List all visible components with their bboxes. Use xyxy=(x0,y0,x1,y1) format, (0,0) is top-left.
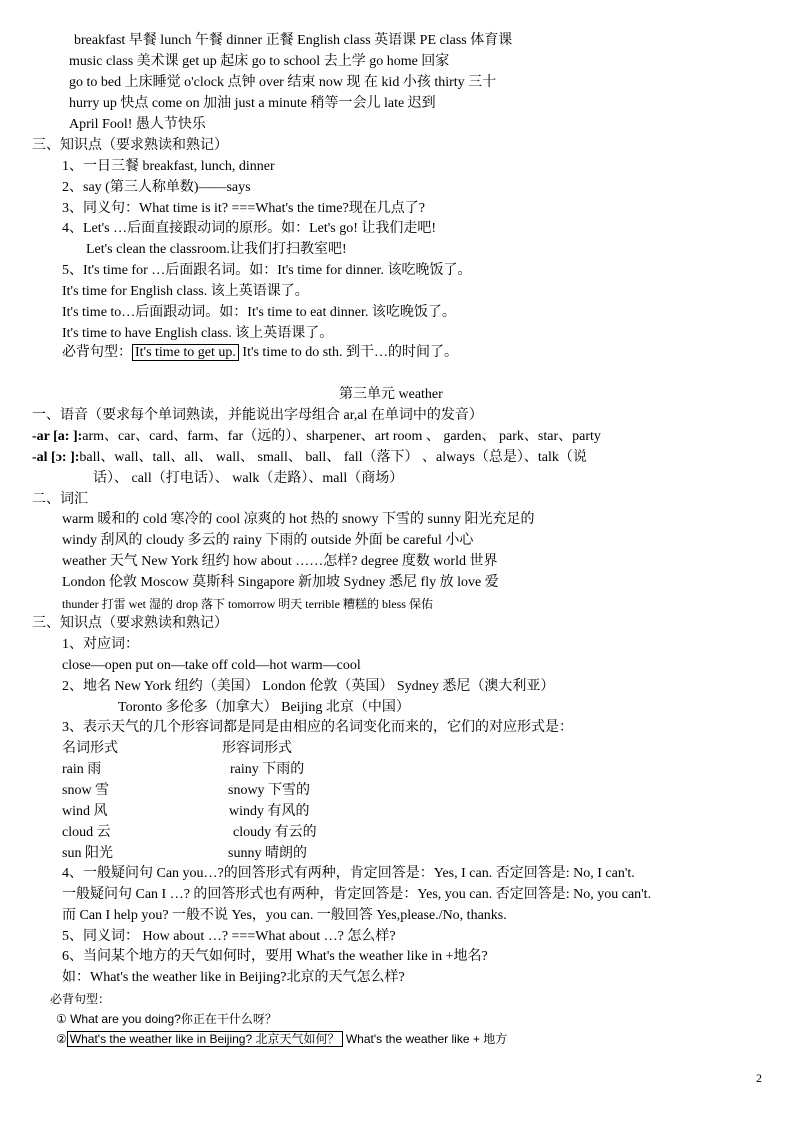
phonics-al-line xyxy=(32,449,587,467)
knowledge-line: 6、当问某个地方的天气如何时，要用 What's the weather like in +地名? xyxy=(62,949,488,964)
knowledge-line: 而 Can I help you? 一般不说 Yes，you can. 一般回答 Yes,please./No, thanks. xyxy=(62,908,507,923)
section-heading: 三、知识点（要求熟读和熟记） xyxy=(32,616,228,631)
table-cell-adj: cloudy 有云的 xyxy=(233,825,317,840)
knowledge-line: 一般疑问句 Can I …? 的回答形式也有两种，肯定回答是：Yes, you can. 否定回答是: No, you can't. xyxy=(62,887,652,902)
phonics-al-words: ball、wall、tall、all、 wall、 small、 ball、 fall（落下） 、always（总是）、talk（说 xyxy=(79,450,587,465)
vocab-line-small: thunder 打雷 wet 湿的 drop 落下 tomorrow 明天 terrible 糟糕的 bless 保佑 xyxy=(62,597,433,611)
vocab-line: warm 暖和的 cold 寒冷的 cool 凉爽的 hot 热的 snowy 下雪的 sunny 阳光充足的 xyxy=(62,512,535,527)
section-heading: 三、知识点（要求熟读和熟记） xyxy=(32,138,228,153)
vocab-line: windy 刮风的 cloudy 多云的 rainy 下雨的 outside 外面 be careful 小心 xyxy=(62,533,474,548)
table-header-noun: 名词形式 xyxy=(62,741,118,756)
knowledge-line: 4、Let's …后面直接跟动词的原形。如：Let's go! 让我们走吧! xyxy=(62,221,437,236)
knowledge-line: close—open put on—take off cold—hot warm—cool xyxy=(62,658,361,673)
table-cell-adj: snowy 下雪的 xyxy=(228,783,311,798)
must-memorize-boxed: What's the weather like in Beijing? 北京天气如何？ xyxy=(67,1031,343,1047)
must-memorize-label: 必背句型： xyxy=(62,345,132,360)
table-cell-adj: sunny 晴朗的 xyxy=(228,846,307,861)
knowledge-line: 3、表示天气的几个形容词都是同是由相应的名词变化而来的，它们的对应形式是： xyxy=(62,720,573,735)
must-memorize-line xyxy=(62,344,458,362)
knowledge-line: 1、对应词： xyxy=(62,637,139,652)
must-memorize-rest: It's time to do sth. 到干…的时间了。 xyxy=(238,345,459,360)
knowledge-line: 5、同义词： How about …? ===What about …? 怎么样? xyxy=(62,929,396,944)
knowledge-line: It's time to have English class. 该上英语课了。 xyxy=(62,326,334,341)
table-cell-adj: rainy 下雨的 xyxy=(230,762,305,777)
unit-title: 第三单元 weather xyxy=(339,387,443,402)
must-memorize-boxed: It's time to get up. xyxy=(132,344,239,361)
vocab-line: April Fool! 愚人节快乐 xyxy=(69,117,206,132)
phonics-ar-words: arm、car、card、farm、far（远的）、sharpener、art room 、 garden、 park、star、party xyxy=(82,429,601,444)
knowledge-line: 4、一般疑问句 Can you…?的回答形式有两种，肯定回答是：Yes, I can. 否定回答是: No, I can't. xyxy=(62,866,635,881)
section-heading: 二、词汇 xyxy=(32,492,88,507)
table-cell-noun: rain 雨 xyxy=(62,762,102,777)
vocab-line: hurry up 快点 come on 加油 just a minute 稍等一会儿 late 迟到 xyxy=(69,96,436,111)
must-memorize-rest: What's the weather like + 地方 xyxy=(342,1032,508,1046)
table-cell-noun: wind 风 xyxy=(62,804,108,819)
vocab-line: music class 美术课 get up 起床 go to school 去上学 go home 回家 xyxy=(69,54,450,69)
must-memorize-item xyxy=(56,1030,507,1048)
knowledge-line: 1、一日三餐 breakfast, lunch, dinner xyxy=(62,159,275,174)
knowledge-line: It's time to…后面跟动词。如：It's time to eat dinner. 该吃晚饭了。 xyxy=(62,305,456,320)
phonics-al-cont: 话）、 call（打电话）、 walk（走路）、mall（商场） xyxy=(93,471,404,486)
knowledge-line: 2、say (第三人称单数)——says xyxy=(62,180,251,195)
knowledge-line: 如：What's the weather like in Beijing?北京的天气怎么样? xyxy=(62,970,405,985)
phonics-ar-key: -ar [a: ]: xyxy=(32,429,83,444)
must-memorize-label: 必背句型： xyxy=(50,992,111,1006)
vocab-line: breakfast 早餐 lunch 午餐 dinner 正餐 English class 英语课 PE class 体育课 xyxy=(74,33,513,48)
must-memorize-item: ① What are you doing?你正在干什么呀？ xyxy=(56,1012,277,1026)
vocab-line: weather 天气 New York 纽约 how about ……怎样? degree 度数 world 世界 xyxy=(62,554,498,569)
knowledge-line: 5、It's time for …后面跟名词。如：It's time for dinner. 该吃晚饭了。 xyxy=(62,263,472,278)
phonics-al-key: -al [ɔ: ]: xyxy=(32,450,80,465)
knowledge-line: 3、同义句：What time is it? ===What's the time?现在几点了? xyxy=(62,201,425,216)
knowledge-line: Toronto 多伦多（加拿大） Beijing 北京（中国） xyxy=(118,700,410,715)
knowledge-line: Let's clean the classroom.让我们打扫教室吧! xyxy=(86,242,347,257)
page-number: 2 xyxy=(756,1071,762,1085)
knowledge-line: It's time for English class. 该上英语课了。 xyxy=(62,284,309,299)
table-cell-adj: windy 有风的 xyxy=(229,804,310,819)
table-cell-noun: sun 阳光 xyxy=(62,846,113,861)
table-header-adj: 形容词形式 xyxy=(222,741,292,756)
table-cell-noun: snow 雪 xyxy=(62,783,110,798)
must-memorize-num: ② xyxy=(56,1032,67,1046)
vocab-line: go to bed 上床睡觉 o'clock 点钟 over 结束 now 现 在 kid 小孩 thirty 三十 xyxy=(69,75,497,90)
vocab-line: London 伦敦 Moscow 莫斯科 Singapore 新加坡 Sydney 悉尼 fly 放 love 爱 xyxy=(62,575,499,590)
section-heading: 一、语音（要求每个单词熟读，并能说出字母组合 ar,al 在单词中的发音） xyxy=(32,408,483,423)
phonics-ar-line xyxy=(32,428,601,446)
table-cell-noun: cloud 云 xyxy=(62,825,111,840)
knowledge-line: 2、地名 New York 纽约（美国） London 伦敦（英国） Sydney 悉尼（澳大利亚） xyxy=(62,679,555,694)
